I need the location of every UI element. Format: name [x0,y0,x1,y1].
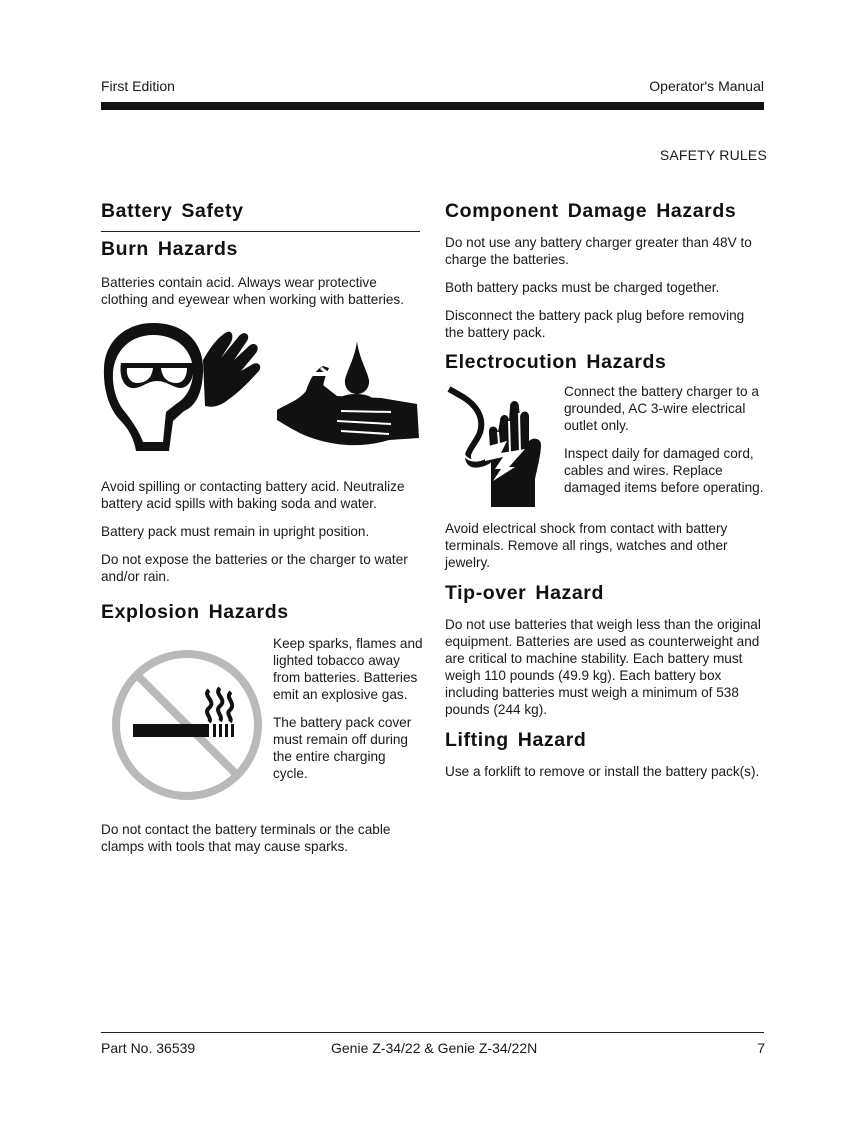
footer-page-number: 7 [757,1040,765,1056]
no-smoking-icon [109,648,269,804]
left-column [101,200,423,855]
explosion-terminals-text: Do not contact the battery terminals or the cable clamps with tools that may cause sparks. [101,822,391,854]
component-damage-heading: Component Damage Hazards [445,200,737,222]
electrocution-block [445,383,765,520]
component-plug-text: Disconnect the battery pack plug before removing the battery pack. [445,308,745,340]
burn-hazards-heading: Burn Hazards [101,238,238,260]
footer-model: Genie Z-34/22 & Genie Z-34/22N [331,1040,538,1056]
tipover-weight-text: Do not use batteries that weigh less than the original equipment. Batteries are used as counterweight and are critical to machine stability. Each battery must weigh 110 pounds (49.9 kg). Each battery box including batteries must weigh a minimum of 538 pounds (244 kg). [445,617,761,717]
footer-part-number: Part No. 36539 [101,1040,196,1056]
battery-safety-heading: Battery Safety [101,200,420,232]
electrocution-hand-icon [445,383,555,508]
explosion-hazards-heading: Explosion Hazards [101,601,289,623]
goggles-glove-icon [101,308,421,478]
electrocution-outlet-text: Connect the battery charger to a grounded, AC 3-wire electrical outlet only. [564,384,759,433]
header-edition: First Edition [101,78,175,94]
tipover-hazard-heading: Tip-over Hazard [445,582,605,604]
right-column [445,200,765,780]
electrocution-inspect-text: Inspect daily for damaged cord, cables and wires. Replace damaged items before operating. [564,446,764,495]
explosion-cover-text: The battery pack cover must remain off during the entire charging cycle. [273,715,412,781]
component-packs-text: Both battery packs must be charged together. [445,280,720,295]
lifting-forklift-text: Use a forklift to remove or install the battery pack(s). [445,764,760,779]
header-manual-title: Operator's Manual [649,78,764,94]
burn-upright-text: Battery pack must remain in upright position. [101,524,370,539]
explosion-sparks-text: Keep sparks, flames and lighted tobacco away from batteries. Batteries emit an explosive gas. [273,636,423,702]
electrocution-jewelry-text: Avoid electrical shock from contact with battery terminals. Remove all rings, watches and other jewelry. [445,521,728,570]
burn-intro-text: Batteries contain acid. Always wear protective clothing and eyewear when working with batteries. [101,275,405,307]
burn-water-text: Do not expose the batteries or the charger to water and/or rain. [101,552,408,584]
burn-illustration [101,308,420,478]
electrocution-hazards-heading: Electrocution Hazards [445,351,667,373]
lifting-hazard-heading: Lifting Hazard [445,729,587,751]
section-tag: SAFETY RULES [659,147,767,163]
burn-acid-text: Avoid spilling or contacting battery acid. Neutralize battery acid spills with baking soda and water. [101,479,405,511]
footer-rule [101,1032,764,1033]
header-rule [101,102,764,110]
explosion-block [101,635,423,810]
component-charger-text: Do not use any battery charger greater than 48V to charge the batteries. [445,235,752,267]
